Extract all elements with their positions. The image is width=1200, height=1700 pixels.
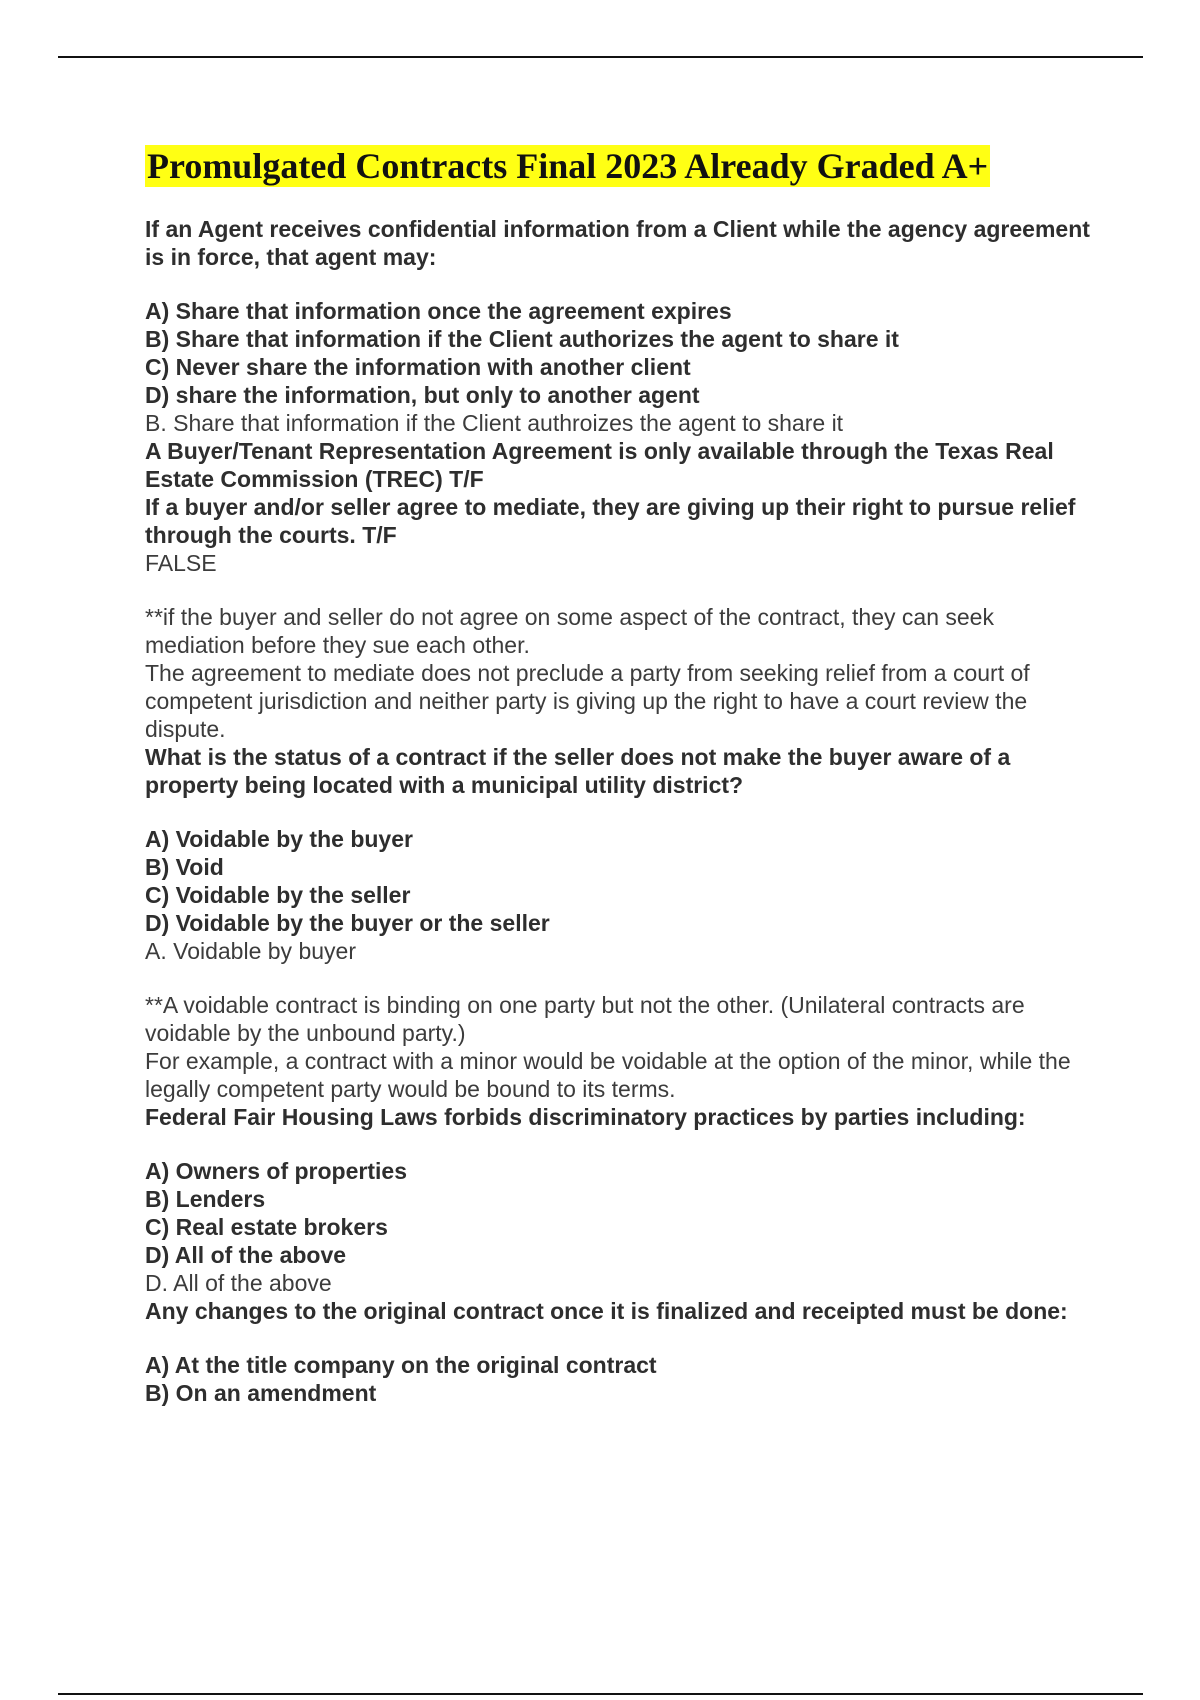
answer: A. Voidable by buyer: [145, 938, 356, 964]
spacer: [145, 577, 1090, 603]
option: B) Lenders: [145, 1186, 266, 1212]
option: C) Real estate brokers: [145, 1214, 388, 1240]
document-title: Promulgated Contracts Final 2023 Already Graded A+: [147, 146, 989, 186]
explanation: For example, a contract with a minor would be voidable at the option of the minor, while the legally competent party would be bound to its terms.: [145, 1048, 1071, 1102]
answer: D. All of the above: [145, 1270, 332, 1296]
bottom-rule: [58, 1693, 1143, 1695]
question: Any changes to the original contract once it is finalized and receipted must be done:: [145, 1298, 1068, 1324]
question: Federal Fair Housing Laws forbids discriminatory practices by parties including:: [145, 1104, 1026, 1130]
answer: B. Share that information if the Client authroizes the agent to share it: [145, 410, 844, 436]
question: What is the status of a contract if the seller does not make the buyer aware of a property being located with a municipal utility district?: [145, 744, 1011, 798]
top-rule: [58, 56, 1143, 58]
option: C) Never share the information with another client: [145, 354, 691, 380]
option: B) On an amendment: [145, 1380, 377, 1406]
spacer: [145, 271, 1090, 297]
question: If a buyer and/or seller agree to mediate, they are giving up their right to pursue relief through the courts. T/F: [145, 494, 1076, 548]
answer: FALSE: [145, 550, 217, 576]
option: B) Share that information if the Client authorizes the agent to share it: [145, 326, 899, 352]
title-block: [145, 145, 990, 187]
option: A) Voidable by the buyer: [145, 826, 413, 852]
document-body: [145, 215, 1090, 1407]
option: D) share the information, but only to another agent: [145, 382, 700, 408]
option: A) Owners of properties: [145, 1158, 407, 1184]
option: C) Voidable by the seller: [145, 882, 411, 908]
option: D) Voidable by the buyer or the seller: [145, 910, 550, 936]
option: D) All of the above: [145, 1242, 347, 1268]
question: A Buyer/Tenant Representation Agreement is only available through the Texas Real Estate Commission (TREC) T/F: [145, 438, 1054, 492]
question: If an Agent receives confidential information from a Client while the agency agreement is in force, that agent may:: [145, 216, 1090, 270]
explanation: **if the buyer and seller do not agree on some aspect of the contract, they can seek mediation before they sue each other.: [145, 604, 994, 658]
option: A) At the title company on the original contract: [145, 1352, 657, 1378]
spacer: [145, 799, 1090, 825]
spacer: [145, 1131, 1090, 1157]
explanation: The agreement to mediate does not preclude a party from seeking relief from a court of competent jurisdiction and neither party is giving up the right to have a court review the dispute.: [145, 660, 1030, 742]
option: A) Share that information once the agreement expires: [145, 298, 732, 324]
explanation: **A voidable contract is binding on one party but not the other. (Unilateral contracts are voidable by the unbound party.): [145, 992, 1025, 1046]
option: B) Void: [145, 854, 224, 880]
spacer: [145, 1325, 1090, 1351]
spacer: [145, 965, 1090, 991]
